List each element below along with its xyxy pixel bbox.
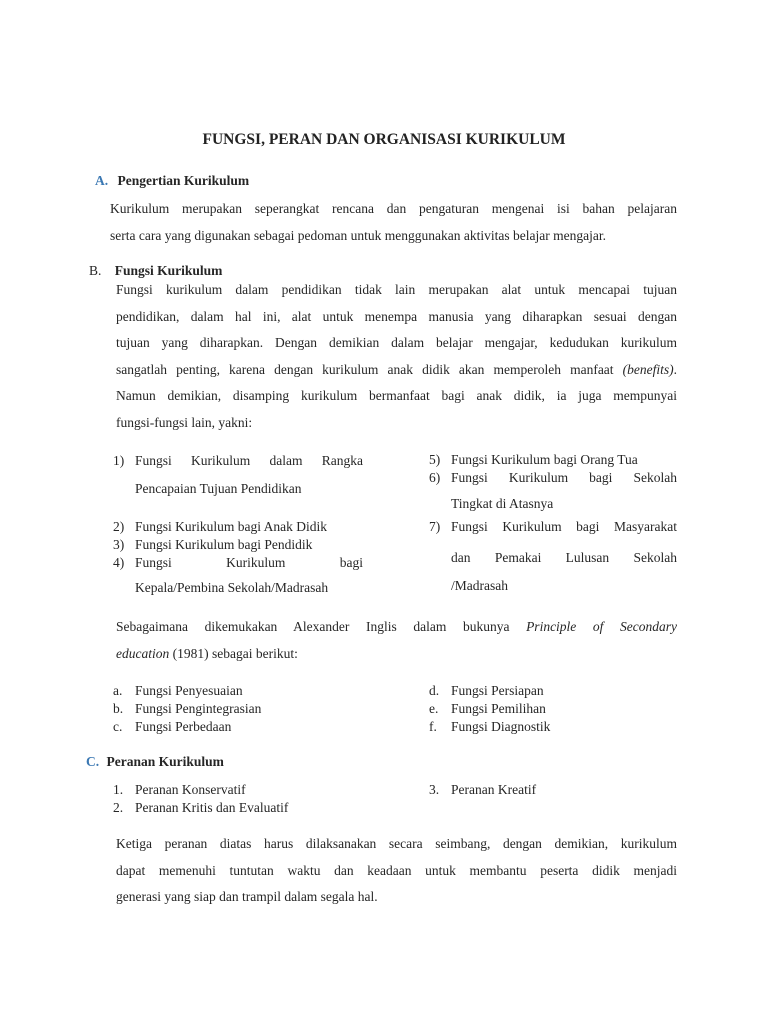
peranan-list-left: [113, 781, 363, 817]
section-b-paragraph: [116, 277, 677, 436]
fungsi-list-right: [429, 451, 677, 596]
section-a-paragraph: [110, 196, 677, 249]
list-item-continuation: Tingkat di Atasnya: [451, 496, 554, 511]
book-title: Principle of Secondary: [526, 619, 677, 634]
paragraph-line: dapat memenuhi tuntutan waktu dan keadaan untuk membantu peserta didik menjadi: [116, 862, 677, 878]
section-a-title: Pengertian Kurikulum: [117, 173, 250, 188]
list-item-continuation: Pencapaian Tujuan Pendidikan: [135, 481, 302, 496]
paragraph-line: Sebagaimana dikemukakan Alexander Inglis dalam bukunya Principle of Secondary: [116, 619, 677, 634]
section-c-title: Peranan Kurikulum: [106, 754, 224, 769]
list-item: a. Fungsi Penyesuaian: [113, 683, 243, 698]
list-item: 5) Fungsi Kurikulum bagi Orang Tua: [429, 452, 638, 467]
paragraph-line: Namun demikian, disamping kurikulum bermanfaat bagi anak didik, ia juga mempunyai: [116, 388, 677, 403]
book-title-cont: education: [116, 645, 170, 661]
inglis-paragraph: [116, 614, 677, 667]
list-item: 3. Peranan Kreatif: [429, 782, 537, 797]
section-a-heading: [95, 173, 249, 189]
list-item: 6) Fungsi Kurikulum bagi Sekolah: [429, 470, 677, 485]
paragraph-line: Fungsi kurikulum dalam pendidikan tidak lain merupakan alat untuk mencapai tujuan: [116, 282, 677, 297]
paragraph-line: generasi yang siap dan trampil dalam segala hal.: [116, 889, 378, 904]
list-item: 1) Fungsi Kurikulum dalam Rangka: [113, 453, 363, 468]
list-item: b. Fungsi Pengintegrasian: [113, 701, 262, 716]
paragraph-line: Kurikulum merupakan seperangkat rencana dan pengaturan mengenai isi bahan pelajaran: [110, 201, 677, 216]
paragraph-line: Ketiga peranan diatas harus dilaksanakan secara seimbang, dengan demikian, kurikulum: [116, 836, 677, 851]
section-c-heading: [86, 754, 224, 770]
list-item-continuation: Kepala/Pembina Sekolah/Madrasah: [135, 580, 329, 595]
list-item: f. Fungsi Diagnostik: [429, 719, 551, 734]
paragraph-line: fungsi-fungsi lain, yakni:: [116, 414, 253, 430]
benefits-term: (benefits): [622, 361, 674, 377]
list-item: 7) Fungsi Kurikulum bagi Masyarakat: [429, 519, 677, 534]
section-c-letter: C.: [86, 754, 100, 769]
list-item: e. Fungsi Pemilihan: [429, 701, 546, 716]
section-c-paragraph: [116, 831, 677, 911]
list-item: 2) Fungsi Kurikulum bagi Anak Didik: [113, 519, 327, 534]
list-item: d. Fungsi Persiapan: [429, 683, 544, 698]
paragraph-line: education (1981) sebagai berikut:: [116, 645, 298, 661]
list-item: 3) Fungsi Kurikulum bagi Pendidik: [113, 537, 313, 552]
list-item-continuation: /Madrasah: [451, 578, 508, 593]
paragraph-line: serta cara yang digunakan sebagai pedoman untuk menggunakan aktivitas belajar mengajar.: [110, 227, 606, 243]
page-title: FUNGSI, PERAN DAN ORGANISASI KURIKULUM: [202, 131, 566, 148]
list-item-continuation: dan Pemakai Lulusan Sekolah: [451, 550, 677, 565]
list-item: c. Fungsi Perbedaan: [113, 719, 232, 734]
list-item: 1. Peranan Konservatif: [113, 782, 246, 797]
fungsi-list-left: [113, 451, 363, 598]
section-b-letter: B.: [89, 263, 102, 278]
list-item: 2. Peranan Kritis dan Evaluatif: [113, 800, 289, 815]
paragraph-line: tujuan yang diharapkan. Dengan demikian dalam belajar mengajar, kedudukan kurikulum: [116, 335, 677, 350]
section-b-title: Fungsi Kurikulum: [114, 263, 223, 278]
paragraph-line-benefits: sangatlah penting, karena dengan kurikulum anak didik akan memperoleh manfaat (benefits).: [116, 361, 678, 377]
section-a-letter: A.: [95, 173, 109, 188]
paragraph-line: pendidikan, dalam hal ini, alat untuk menempa manusia yang diharapkan sesuai dengan: [116, 308, 677, 324]
list-item: 4) Fungsi Kurikulum bagi: [113, 555, 363, 570]
inglis-list-right: [429, 682, 677, 736]
peranan-list-right: [429, 781, 677, 799]
inglis-list-left: [113, 682, 363, 736]
